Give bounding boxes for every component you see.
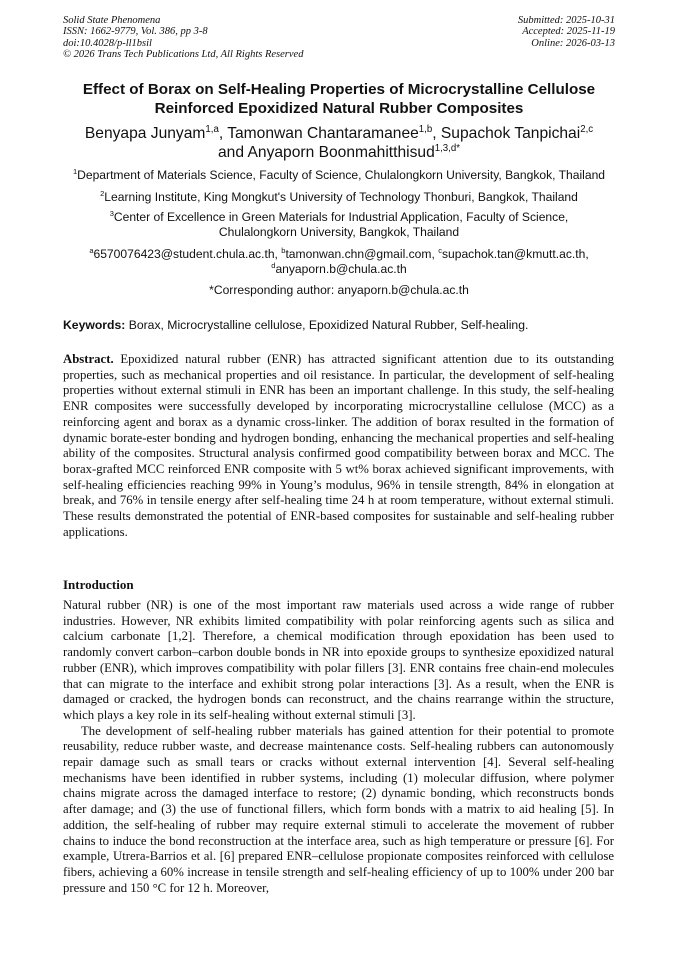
affiliation-number: 2	[100, 188, 105, 198]
email-address: 6570076423@student.chula.ac.th,	[93, 247, 282, 261]
emails-line-2	[40, 262, 638, 277]
paragraph: The development of self-healing rubber materials has gained attention for their potential to promote reusability, reduce rubber waste, and decrease maintenance costs. Self-healing rubbers can autonomously repair damage such as small tears or cracks without external intervention [4]. Several self-healing mechanisms have been identified in rubber systems, including (1) molecular diffusion, where polymer chains migrate across the damaged interface to restore; (2) dynamic bonding, which reconstructs bonds after damage; and (3) the use of functional fillers, which form bonds with a matrix to aid healing [5]. In addition, the self-healing of rubber may require external stimuli to accelerate the movement of rubber chains to induce the bond reconstruction at the interface area, such as high temperature or pressure [6]. For example, Utrera-Barrios et al. [6] prepared ENR–cellulose propionate composites reinforced with cellulose fibers, achieving a 60% increase in tensile strength and self-healing efficiency of up to 100% under 200 bar pressure and 150 °C for 12 h. Moreover,	[63, 723, 614, 895]
affiliation-1	[40, 168, 638, 183]
author-sep: ,	[218, 125, 228, 142]
authors-line-2	[40, 143, 638, 162]
author-name: Supachok Tanpichai	[440, 125, 581, 142]
paragraph: Natural rubber (NR) is one of the most important raw materials used across a wide range of rubber industries. However, NR exhibits limited compatibility with polar reinforcing agents such as silica and calcium carbonate [1,2]. Therefore, a chemical modification through epoxidation has been used to randomly convert carbon–carbon double bonds in NR into epoxide groups to synthesize epoxidized natural rubber (ENR), which improves compatibility with polar fillers [3]. ENR contains free chain-end molecules that can migrate to the interface and exhibit strong polar interactions [3]. As a result, when the ENR is damaged or cracked, the hydrogen bonds can reconstruct, and the chains rearrange within the structure, which plays a key role in its self-healing without external stimuli [3].	[63, 598, 614, 722]
paper-title	[40, 80, 638, 118]
abstract-text: Epoxidized natural rubber (ENR) has attracted significant attention due to its outstanding properties, such as mechanical properties and oil resistance. In particular, the development of self-healing properties without external stimuli in ENR has been an important challenge. In this study, the self-healing ENR composites were successfully developed by incorporating microcrystalline cellulose (MCC) as a reinforcing agent and borax as a dynamic cross-linker. The addition of borax resulted in the formation of dynamic borate-ester bonding and hydrogen bonding, enhancing the mechanical properties and self-healing ability of the composites. Structural analysis confirmed good compatibility between borax and MCC. The borax-grafted MCC reinforced ENR composite with 5 wt% borax achieved significant improvements, with self-healing efficiencies reaching 99% in Young’s modulus, 96% in tensile strength, 84% in elongation at break, and 76% in tensile energy after self-healing time 24 h at room temperature, without external stimuli. These results demonstrated the potential of ENR-based composites for sustainable and self-healing rubber applications.	[63, 352, 614, 539]
email-mark: d	[271, 260, 276, 270]
title-line-2: Reinforced Epoxidized Natural Rubber Composites	[154, 100, 524, 117]
author-emails	[40, 247, 638, 277]
affiliation-text: Department of Materials Science, Faculty of Science, Chulalongkorn University, Bangkok, Thailand	[77, 168, 606, 182]
affiliation-3-line-1	[40, 210, 638, 225]
affiliation-text: Center of Excellence in Green Materials for Industrial Application, Faculty of Science,	[113, 210, 569, 224]
keywords-text: Borax, Microcrystalline cellulose, Epoxidized Natural Rubber, Self-healing.	[125, 318, 529, 332]
author-affil-mark: 2,c	[580, 123, 594, 135]
abstract	[63, 352, 614, 540]
keywords	[63, 318, 615, 333]
affiliation-number: 1	[72, 166, 78, 176]
title-line-1: Effect of Borax on Self-Healing Properties of Microcrystalline Cellulose	[82, 81, 596, 98]
emails-line-1	[40, 247, 638, 262]
keywords-label: Keywords:	[63, 318, 126, 332]
author-affil-mark: 1,3,d*	[434, 142, 460, 154]
author-name: Tamonwan Chantaramanee	[227, 125, 419, 142]
journal-info	[63, 15, 303, 61]
affiliation-text: Learning Institute, King Mongkut's University of Technology Thonburi, Bangkok, Thailand	[104, 190, 578, 204]
affiliation-3	[40, 210, 638, 240]
author-affil-mark: 1,b	[418, 123, 433, 135]
author-name: and Anyaporn Boonmahitthisud	[218, 144, 435, 161]
email-address: supachok.tan@kmutt.ac.th,	[441, 247, 589, 261]
email-address: anyaporn.b@chula.ac.th	[275, 262, 407, 276]
publication-dates	[518, 15, 615, 49]
affiliation-2	[40, 190, 638, 205]
accepted-date: Accepted: 2025-11-19	[522, 26, 615, 38]
author-list	[40, 124, 638, 162]
introduction-heading: Introduction	[63, 577, 134, 592]
journal-name: Solid State Phenomena	[63, 15, 161, 26]
abstract-label: Abstract.	[63, 352, 114, 366]
author-name: Benyapa Junyam	[84, 125, 206, 142]
submitted-date: Submitted: 2025-10-31	[517, 15, 615, 26]
corresponding-author: *Corresponding author: anyaporn.b@chula.ac.th	[209, 283, 469, 297]
author-affil-mark: 1,a	[205, 123, 219, 135]
introduction-body	[63, 598, 614, 896]
online-date: Online: 2026-03-13	[531, 37, 615, 49]
author-sep: ,	[432, 125, 441, 142]
issn: ISSN: 1662-9779, Vol. 386, pp 3-8	[63, 26, 208, 38]
email-mark: b	[281, 245, 286, 255]
doi: doi:10.4028/p-ll1bsil	[63, 37, 152, 49]
affiliation-number: 3	[109, 208, 114, 218]
copyright: © 2026 Trans Tech Publications Ltd, All Rights Reserved	[63, 49, 304, 61]
email-address: tamonwan.chn@gmail.com,	[285, 247, 439, 261]
affiliation-3-line-2: Chulalongkorn University, Bangkok, Thailand	[218, 225, 460, 239]
email-mark: c	[438, 245, 442, 255]
email-mark: a	[89, 245, 94, 255]
authors-line-1	[40, 124, 638, 143]
